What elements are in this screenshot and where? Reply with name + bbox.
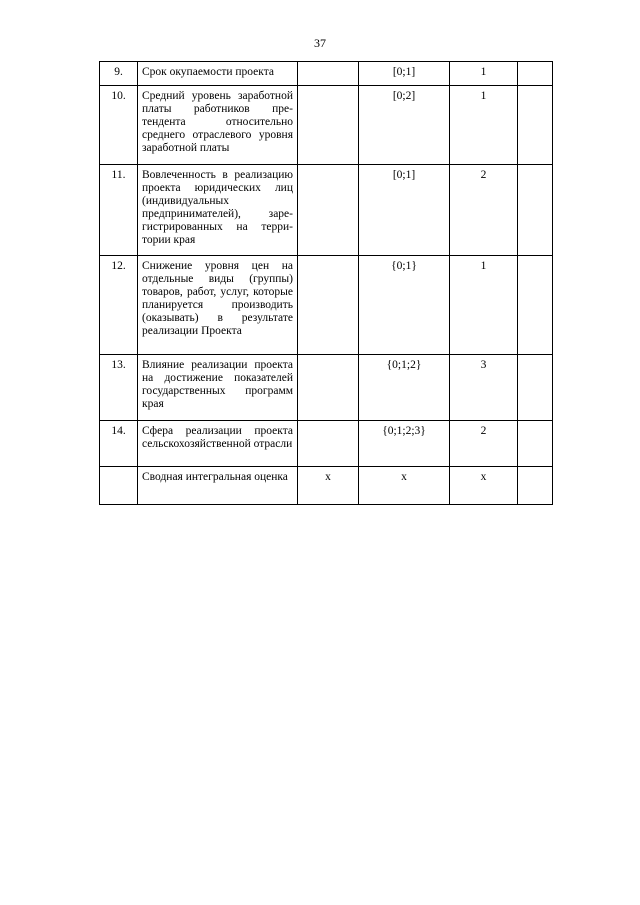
row-number-cell: 11. xyxy=(100,165,138,256)
row-number-cell: 9. xyxy=(100,62,138,86)
criterion-name-cell: Вовлеченность в реализацию проекта юридических лиц (индивидуальных предпринимателей), зарегистрированных на территории края xyxy=(138,165,298,256)
table-row xyxy=(100,355,553,421)
weight-cell: 1 xyxy=(450,62,518,86)
criterion-name-cell: Влияние реализации проекта на достижение показателей государственных программ края xyxy=(138,355,298,421)
criterion-name-cell: Средний уровень заработной платы работников претендента относительно среднего отраслевого уровня заработной платы xyxy=(138,86,298,165)
table-row xyxy=(100,62,553,86)
column-6-cell xyxy=(518,86,553,165)
page-number: 37 xyxy=(314,36,326,50)
column-6-cell xyxy=(518,421,553,467)
row-number-cell: 12. xyxy=(100,256,138,355)
row-number-cell xyxy=(100,467,138,505)
column-6-cell xyxy=(518,165,553,256)
table-row xyxy=(100,256,553,355)
criteria-table xyxy=(99,61,553,505)
column-3-cell xyxy=(298,86,359,165)
table-row-total xyxy=(100,467,553,505)
weight-cell: 2 xyxy=(450,165,518,256)
row-number-cell: 14. xyxy=(100,421,138,467)
column-3-cell xyxy=(298,165,359,256)
column-3-cell: x xyxy=(298,467,359,505)
column-3-cell xyxy=(298,355,359,421)
criterion-name-cell: Снижение уровня цен на отдельные виды (группы) товаров, работ, услуг, которые планируется производить (оказывать) в результате реализации Проекта xyxy=(138,256,298,355)
table-row xyxy=(100,165,553,256)
weight-cell: 1 xyxy=(450,86,518,165)
range-cell: {0;1;2} xyxy=(359,355,450,421)
column-3-cell xyxy=(298,62,359,86)
column-3-cell xyxy=(298,256,359,355)
weight-cell: 3 xyxy=(450,355,518,421)
row-number-cell: 10. xyxy=(100,86,138,165)
criterion-name-cell: Сводная интегральная оценка xyxy=(138,467,298,505)
criterion-name-cell: Сфера реализации проекта сельскохозяйственной отрасли xyxy=(138,421,298,467)
column-6-cell xyxy=(518,256,553,355)
range-cell: [0;2] xyxy=(359,86,450,165)
range-cell: [0;1] xyxy=(359,62,450,86)
weight-cell: 1 xyxy=(450,256,518,355)
column-3-cell xyxy=(298,421,359,467)
row-number-cell: 13. xyxy=(100,355,138,421)
column-6-cell xyxy=(518,467,553,505)
range-cell: {0;1} xyxy=(359,256,450,355)
criterion-name-cell: Срок окупаемости проекта xyxy=(138,62,298,86)
range-cell: [0;1] xyxy=(359,165,450,256)
weight-cell: 2 xyxy=(450,421,518,467)
column-6-cell xyxy=(518,355,553,421)
column-6-cell xyxy=(518,62,553,86)
table-row xyxy=(100,86,553,165)
table-row xyxy=(100,421,553,467)
range-cell: {0;1;2;3} xyxy=(359,421,450,467)
range-cell: x xyxy=(359,467,450,505)
weight-cell: x xyxy=(450,467,518,505)
